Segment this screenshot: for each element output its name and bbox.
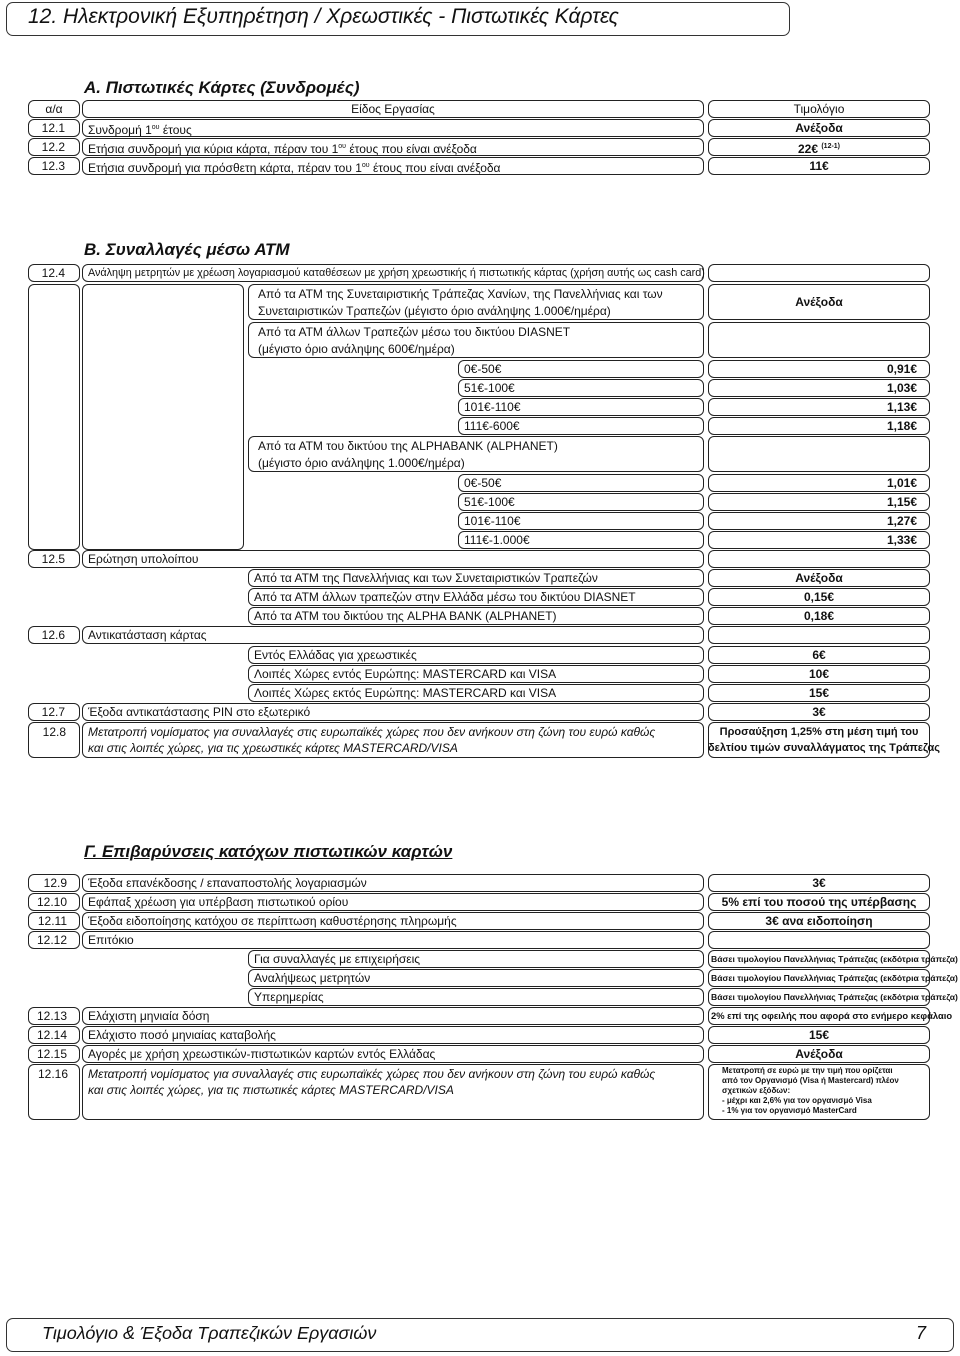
col-header-desc: Είδος Εργασίας [82, 100, 704, 118]
diasnet-tier-range: 51€-100€ [458, 379, 704, 397]
row-12-4-desc: Ανάληψη μετρητών με χρέωση λογαριασμού καταθέσεων με χρήση χρεωστικής ή πιστωτικής κάρτας (χρήση αυτής ως cash card) [82, 264, 704, 282]
interest-option: Υπερημερίας [248, 988, 704, 1006]
row-12-9-price: 3€ [708, 874, 930, 892]
alphanet-tier-range: 111€-1.000€ [458, 531, 704, 549]
alphanet-tier-range: 0€-50€ [458, 474, 704, 492]
row-12-12-desc: Επιτόκιο [82, 931, 704, 949]
desc-column-blank [82, 284, 244, 550]
page-number: 7 [916, 1323, 927, 1343]
row-12-5-num: 12.5 [28, 550, 80, 568]
row-12-16-price-line: - 1% για τον οργανισμό MasterCard [722, 1106, 857, 1115]
interest-price: Βάσει τιμολογίου Πανελλήνιας Τράπεζας (εκδότρια τράπεζα) [708, 969, 930, 987]
section-c-title: Γ. Επιβαρύνσεις κατόχων πιστωτικών καρτών [84, 842, 453, 861]
row-12-3-desc: Ετήσια συνδρομή για πρόσθετη κάρτα, πέραν του $1^{o\upsilon}$ έτους που είναι ανέξοδα [82, 157, 704, 175]
alphanet-tier-price: 1,27€ [708, 512, 930, 530]
card-replacement-option: Εντός Ελλάδας για χρεωστικές [248, 646, 704, 664]
diasnet-line2: (μέγιστο όριο ανάληψης 600€/ημέρα) [258, 342, 455, 356]
row-12-15-num: 12.15 [28, 1045, 80, 1063]
footer-title: Τιμολόγιο & Έξοδα Τραπεζικών Εργασιών [42, 1323, 377, 1343]
card-replacement-price: 6€ [708, 646, 930, 664]
page-title: 12. Ηλεκτρονική Εξυπηρέτηση / Χρεωστικές - Πιστωτικές Κάρτες [28, 5, 619, 28]
col-header-price: Τιμολόγιο [708, 100, 930, 118]
alphanet-tier-range: 101€-110€ [458, 512, 704, 530]
row-12-8-num: 12.8 [42, 725, 66, 739]
diasnet-price-box [708, 322, 930, 358]
diasnet-tier-range: 0€-50€ [458, 360, 704, 378]
alphanet-tier-price: 1,33€ [708, 531, 930, 549]
row-12-15-desc: Αγορές με χρήση χρεωστικών-πιστωτικών καρτών εντός Ελλάδας [82, 1045, 704, 1063]
row-12-15-price: Ανέξοδα [708, 1045, 930, 1063]
row-12-6-desc: Αντικατάσταση κάρτας [82, 626, 704, 644]
row-12-16-price-line: σχετικών εξόδων: [722, 1086, 791, 1095]
interest-option: Αναλήψεως μετρητών [248, 969, 704, 987]
row-12-1-desc: Συνδρομή $1^{o\upsilon}$ έτους [82, 119, 704, 137]
alphanet-tier-price: 1,01€ [708, 474, 930, 492]
card-replacement-option: Λοιπές Χώρες εκτός Ευρώπης: MASTERCARD και VISA [248, 684, 704, 702]
row-12-10-num: 12.10 [28, 893, 80, 911]
diasnet-tier-range: 101€-110€ [458, 398, 704, 416]
balance-inquiry-price: 0,15€ [708, 588, 930, 606]
row-12-6-price-empty [708, 626, 930, 644]
col-header-num: α/α [28, 100, 80, 118]
row-12-12-num: 12.12 [28, 931, 80, 949]
row-12-5-price-empty [708, 550, 930, 568]
row-12-16-desc-line1: Μετατροπή νομίσματος για συναλλαγές στις ευρωπαϊκές χώρες που δεν ανήκουν στη ζώνη του ευρώ καθώς [88, 1067, 656, 1081]
row-12-16-price-line: από τον Οργανισμό (Visa ή Mastercard) πλέον [722, 1076, 899, 1085]
row-12-12-price-empty [708, 931, 930, 949]
alphanet-price-box [708, 436, 930, 472]
balance-inquiry-option: Από τα ΑΤΜ άλλων τραπεζών στην Ελλάδα μέσω του δικτύου DIASNET [248, 588, 704, 606]
row-12-16-price-line: Μετατροπή σε ευρώ με την τιμή που ορίζεται [722, 1066, 893, 1075]
row-12-14-desc: Ελάχιστο ποσό μηνιαίας καταβολής [82, 1026, 704, 1044]
alphanet-tier-price: 1,15€ [708, 493, 930, 511]
balance-inquiry-price: 0,18€ [708, 607, 930, 625]
interest-price: Βάσει τιμολογίου Πανελλήνιας Τράπεζας (εκδότρια τράπεζα) [708, 950, 930, 968]
row-12-2-num: 12.2 [28, 138, 80, 156]
section-a-title: Α. Πιστωτικές Κάρτες (Συνδρομές) [84, 78, 360, 97]
section-b-title: Β. Συναλλαγές μέσω ΑΤΜ [84, 240, 290, 259]
row-12-2-desc: Ετήσια συνδρομή για κύρια κάρτα, πέραν του $1^{o\upsilon}$ έτους που είναι ανέξοδα [82, 138, 704, 156]
row-12-7-desc: Έξοδα αντικατάστασης PIN στο εξωτερικό [82, 703, 704, 721]
row-12-9-desc: Έξοδα επανέκδοσης / επαναποστολής λογαριασμών [82, 874, 704, 892]
card-replacement-option: Λοιπές Χώρες εντός Ευρώπης: MASTERCARD και VISA [248, 665, 704, 683]
row-12-8-price-line2: δελτίου τιμών συναλλάγματος της Τράπεζας [708, 742, 940, 754]
row-12-14-price: 15€ [708, 1026, 930, 1044]
row-12-13-desc: Ελάχιστη μηνιαία δόση [82, 1007, 704, 1025]
row-12-13-num: 12.13 [28, 1007, 80, 1025]
row-12-14-num: 12.14 [28, 1026, 80, 1044]
card-replacement-price: 10€ [708, 665, 930, 683]
row-12-6-num: 12.6 [28, 626, 80, 644]
diasnet-tier-range: 111€-600€ [458, 417, 704, 435]
row-12-16-num: 12.16 [37, 1067, 68, 1081]
diasnet-tier-price: 1,18€ [708, 417, 930, 435]
balance-inquiry-option: Από τα ΑΤΜ του δικτύου της ALPHA BANK (ALPHANET) [248, 607, 704, 625]
row-12-4-num: 12.4 [28, 264, 80, 282]
card-replacement-price: 15€ [708, 684, 930, 702]
coop-atm-price: Ανέξοδα [795, 295, 843, 309]
row-12-4-price-empty [708, 264, 930, 282]
coop-atm-line1: Από τα ΑΤΜ της Συνεταιριστικής Τράπεζας Χανίων, της Πανελλήνιας και των [258, 287, 663, 301]
row-12-16-price-line: - μέχρι και 2,6% για τον οργανισμό Visa [722, 1096, 872, 1105]
row-12-10-price: 5% επί του ποσού της υπέρβασης [708, 893, 930, 911]
row-12-5-desc: Ερώτηση υπολοίπου [82, 550, 704, 568]
alphanet-line1: Από τα ΑΤΜ του δικτύου της ALPHABANK (ALPHANET) [258, 439, 558, 453]
row-12-8-desc-line1: Μετατροπή νομίσματος για συναλλαγές στις ευρωπαϊκές χώρες που δεν ανήκουν στη ζώνη του ευρώ καθώς [88, 725, 656, 739]
diasnet-line1: Από τα ΑΤΜ άλλων Τραπεζών μέσω του δικτύου DIASNET [258, 325, 571, 339]
row-12-9-num: 12.9 [28, 874, 80, 892]
alphanet-line2: (μέγιστο όριο ανάληψης 1.000€/ημέρα) [258, 456, 465, 470]
row-12-11-price: 3€ ανα ειδοποίηση [708, 912, 930, 930]
row-12-8-desc-line2: και στις λοιπές χώρες, για τις χρεωστικές κάρτες MASTERCARD/VISA [88, 741, 458, 755]
row-12-7-num: 12.7 [28, 703, 80, 721]
interest-price: Βάσει τιμολογίου Πανελλήνιας Τράπεζας (εκδότρια τράπεζα) [708, 988, 930, 1006]
row-12-3-price: 11€ [708, 157, 930, 175]
row-12-11-desc: Έξοδα ειδοποίησης κατόχου σε περίπτωση καθυστέρησης πληρωμής [82, 912, 704, 930]
row-12-10-desc: Εφάπαξ χρέωση για υπέρβαση πιστωτικού ορίου [82, 893, 704, 911]
balance-inquiry-price: Ανέξοδα [708, 569, 930, 587]
balance-inquiry-option: Από τα ΑΤΜ της Πανελλήνιας και των Συνεταιριστικών Τραπεζών [248, 569, 704, 587]
num-column-blank [28, 284, 80, 550]
diasnet-tier-price: 1,13€ [708, 398, 930, 416]
row-12-3-num: 12.3 [28, 157, 80, 175]
row-12-1-price: Ανέξοδα [708, 119, 930, 137]
row-12-2-price: 22€ $^{(12-1)}$ [708, 138, 930, 156]
row-12-16-desc-line2: και στις λοιπές χώρες, για τις πιστωτικές κάρτες MASTERCARD/VISA [88, 1083, 454, 1097]
diasnet-tier-price: 0,91€ [708, 360, 930, 378]
row-12-7-price: 3€ [708, 703, 930, 721]
coop-atm-line2: Συνεταιριστικών Τραπεζών (μέγιστο όριο ανάληψης 1.000€/ημέρα) [258, 304, 611, 318]
row-12-1-num: 12.1 [28, 119, 80, 137]
diasnet-tier-price: 1,03€ [708, 379, 930, 397]
row-12-13-price: 2% επί της οφειλής που αφορά στο ενήμερο κεφάλαιο [708, 1007, 930, 1025]
interest-option: Για συναλλαγές με επιχειρήσεις [248, 950, 704, 968]
row-12-8-price-line1: Προσαύξηση 1,25% στη μέση τιμή του [719, 726, 919, 738]
alphanet-tier-range: 51€-100€ [458, 493, 704, 511]
row-12-11-num: 12.11 [28, 912, 80, 930]
